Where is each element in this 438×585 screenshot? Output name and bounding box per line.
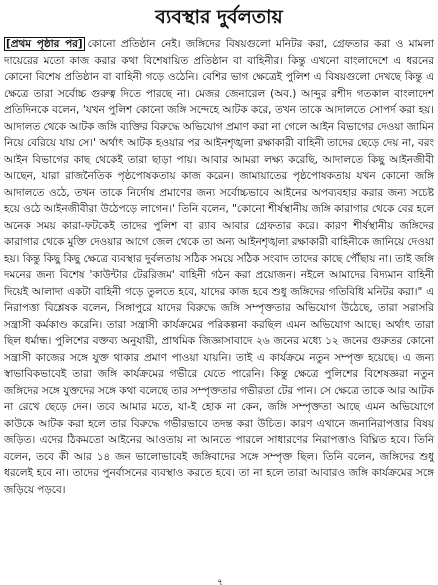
article-body-block [4,36,434,579]
article-body-text: কোনো প্রতিষ্ঠান নেই। জঙ্গিদের বিষয়গুলো মনিটর করা, গ্রেফতার করা ও মামলা দায়েরের মতো কাজ করার কথা বিশেষায়িত প্রতিষ্ঠান বা বাহিনীর। কিন্তু এখনো বাংলাদেশে এ ধরনের কোনো বিশেষ প্রতিষ্ঠান বা বাহিনী গড়ে ওঠেনি। বেশির ভাগ ক্ষেত্রেই পুলিশ এ বিষয়গুলো দেখছে কিন্তু এ ক্ষেত্রে তারা সর্বোচ্চ গুরুত্ব দিতে পারছে না। মেজর জেনারেল (অব.) আব্দুর রশীদ গতকাল বাংলাদেশ প্রতিদিনকে বলেন, 'যখন পুলিশ কোনো জঙ্গি সন্দেহে আটক করে, তখন তাকে আদালতে সোপর্দ করা হয়। আদালত থেকে আটক জঙ্গি ব্যক্তির বিরুদ্ধে অভিযোগ প্রমাণ করা না গেলে আইন বিভাগের দেওয়া জামিন নিয়ে বেরিয়ে যায় সে।' অর্থাৎ আটক হওয়ার পর আইনশৃঙ্খলা রক্ষাকারী বাহিনী তাদের ছেড়ে দেয় না, বরং আইন বিভাগের কাছ থেকেই তারা ছাড়া পায়। আবার আমরা লক্ষ্য করেছি, আদালতে কিছু আইনজীবী আছেন, যারা রাজনৈতিক পৃষ্ঠপোষকতায় কাজ করেন। জামায়াতের পৃষ্ঠপোষকতায় যখন কোনো জঙ্গি আদালতে ওঠে, তখন তাকে নির্দোষ প্রমাণের জন্য সর্বোচ্চভাবে আইনের অপব্যবহার করার জন্য সচেষ্ট হয়ে ওঠে আইনজীবীরা উঠেপড়ে লাগেন।' তিনি বলেন, "কোনো শীর্ষস্থানীয় জঙ্গি কারাগার থেকে বের হলে অনেক সময় কারা-ফটকেই তাদের পুলিশ বা র‍্যাব আবার গ্রেফতার করে। কারণ শীর্ষস্থানীয় জঙ্গিদের কারাগার থেকে মুক্তি দেওয়ার আগে জেল থেকে তা অন্য আইনশৃঙ্খলা রক্ষাকারী বাহিনীকে জানিয়ে দেওয়া হয়। কিন্তু কিছু কিছু ক্ষেত্রে ব্যবস্থার দুর্বলতায় সঠিক সময়ে সঠিক সংবাদ তাদের কাছে পৌঁছায় না। তাই জঙ্গি দমনের জন্য বিশেষ 'কাউন্টার টেররিজম' বাহিনী গঠন করা প্রয়োজন। নইলে আমাদের বিদ্যমান বাহিনী দিয়েই আলাদা একটা বাহিনী গড়ে তুলতে হবে, যাদের কাজ হবে শুধু জঙ্গিদের গতিবিধি মনিটর করা।" এ নিরাপত্তা বিশ্লেষক বলেন, সিঙ্গাপুরে যাদের বিরুদ্ধে জঙ্গি সম্পৃক্ততার অভিযোগ উঠেছে, তারা সরাসরি সন্ত্রাসী কর্মকাণ্ড করেনি। তারা সন্ত্রাসী কার্যক্রমের পরিকল্পনা করছিল এমন অভিযোগ আছে। অর্থাৎ তারা ছিল ধর্মান্ধ। পুলিশের বক্তব্য অনুযায়ী, প্রাথমিক জিজ্ঞাসাবাদে ২৬ জনের মধ্যে ১২ জনের গুরুতর কোনো সন্ত্রাসী কাজের সঙ্গে যুক্ত থাকার প্রমাণ পাওয়া যায়নি। তাই এ কার্যক্রমে নতুন সম্পৃক্ত হয়েছে। এ জন্য স্বাভাবিকভাবেই তারা জঙ্গি কার্যক্রমের গভীরে যেতে পারেনি। কিন্তু ক্ষেত্রে পুলিশের বিশেষজ্ঞরা নতুন জঙ্গিদের সঙ্গে যুক্তদের সঙ্গে কথা বলেছে তার সম্পৃক্ততার গভীরতা টের পান। সে ক্ষেত্রে তাকে আর আটক না রেখে ছেড়ে দেন। তবে আমার মতে, যা-ই হোক না কেন, জঙ্গি সম্পৃক্ততা আছে এমন অভিযোগে কাউকে আটক করা হলে তার বিরুদ্ধে গভীরভাবে তদন্ত করা উচিত। কারণ এখানে জনানিরাপত্তার বিষয় জড়িত। এদের ঠিকমতো আইনের আওতায় না আনতে পারলে সাধারণের নিরাপত্তাও বিঘ্নিত হবে। তিনি বলেন, তবে কী আর ১৪ জন ভালোভাবেই জঙ্গিবাদের সঙ্গে সম্পৃক্ত ছিল। তিনি বলেন, জঙ্গিদের শুধু ধরলেই হবে না। তাদের পুনর্বাসনের ব্যবস্থাও করতে হবে। তা না হলে তারা আবারও জঙ্গি কার্যক্রমের সঙ্গে জড়িয়ে পড়বে। [4,38,434,496]
article-paragraph [4,36,434,498]
page-marker: ৭ [217,579,223,585]
continued-from-label: [প্রথম পৃষ্ঠার পর] [6,38,83,50]
article-headline: ব্যবস্থার দুর্বলতায় [155,6,283,28]
